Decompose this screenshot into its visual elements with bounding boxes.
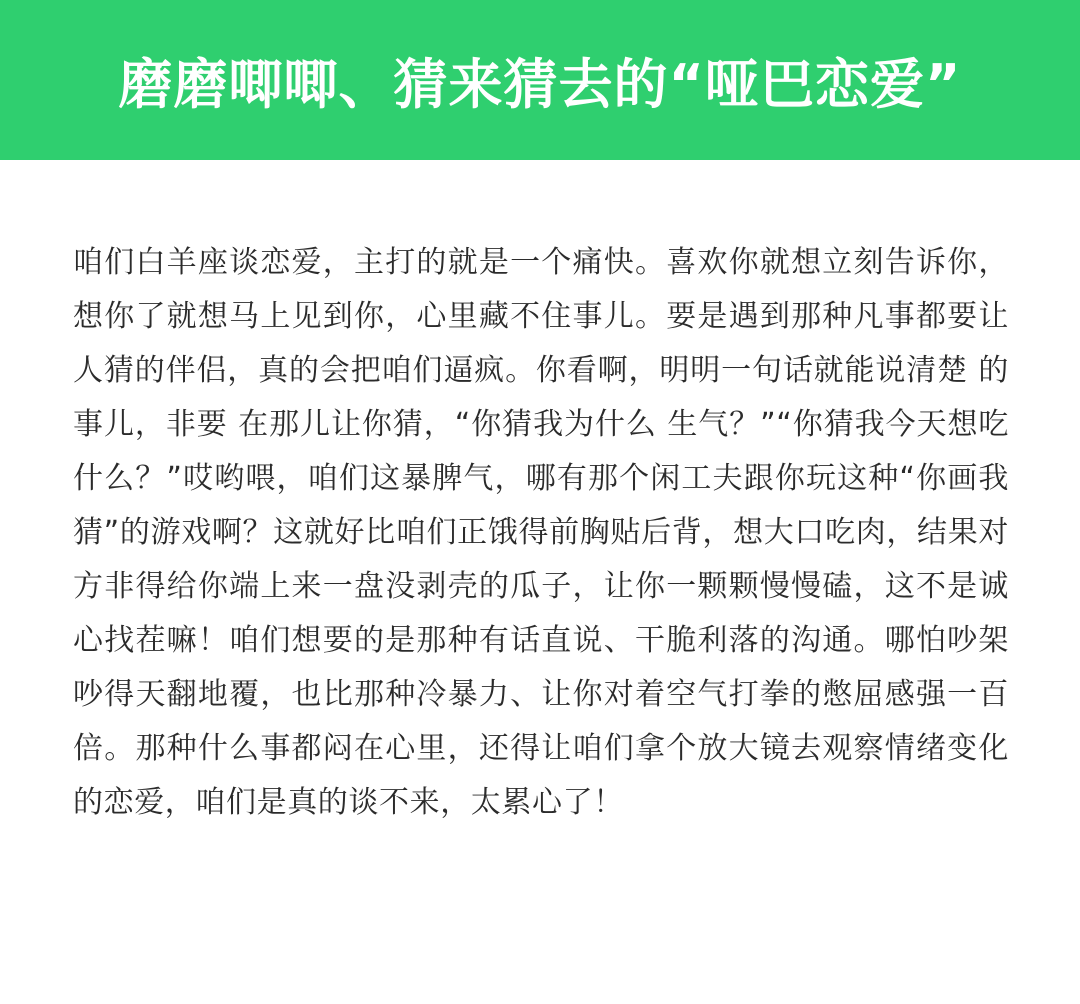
page-title: 磨磨唧唧、猜来猜去的“哑巴恋爱”	[118, 52, 962, 116]
title-banner	[0, 0, 1080, 160]
article-paragraph: 咱们白羊座谈恋爱，主打的就是一个痛快。喜欢你就想立刻告诉你，想你了就想马上见到你，心里藏不住事儿。要是遇到那种凡事都要让人猜的伴侣，真的会把咱们逼疯。你看啊，明明一句话就能说清楚 的事儿，非要 在那儿让你猜，“你猜我为什么 生气？”“你猜我今天想吃什么？”哎哟喂，咱们这暴脾气，哪有那个闲工夫跟你玩这种“你画我猜”的游戏啊？这就好比咱们正饿得前胸贴后背，想大口吃肉，结果对方非得给你端上来一盘没剥壳的瓜子，让你一颗颗慢慢磕，这不是诚心找茬嘛！咱们想要的是那种有话直说、干脆利落的沟通。哪怕吵架吵得天翻地覆，也比那种冷暴力、让你对着空气打拳的憋屈感强一百倍。那种什么事都闷在心里，还得让咱们拿个放大镜去观察情绪变化的恋爱，咱们是真的谈不来，太累心了！	[73, 245, 1009, 820]
